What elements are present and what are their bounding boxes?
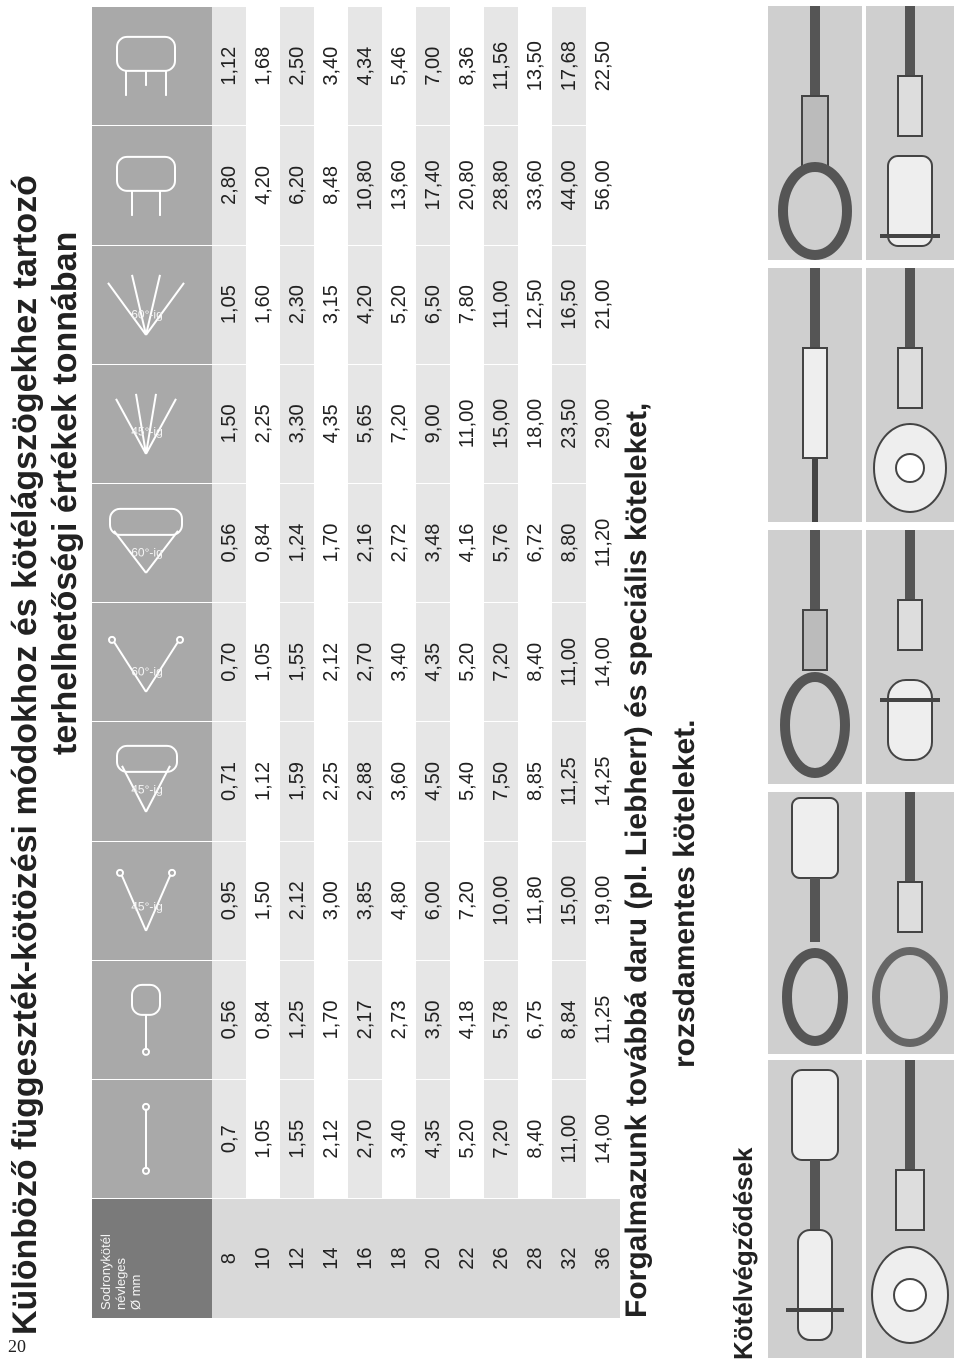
shackle-illustration — [866, 530, 954, 784]
capacity-cell: 1,05 — [212, 245, 246, 364]
capacity-cell: 1,05 — [246, 1080, 280, 1199]
capacity-cell: 4,20 — [348, 245, 382, 364]
capacity-cell: 20,80 — [450, 126, 484, 245]
title-line-1: Különböző függeszték-kötözési módokhoz és kötélágszögekhez tartozó — [6, 175, 44, 1335]
table-row — [348, 7, 382, 1319]
capacity-cell: 11,00 — [484, 245, 518, 364]
capacity-cell: 14,00 — [586, 603, 620, 722]
capacity-cell: 5,40 — [450, 722, 484, 841]
two-leg-60-icon: 60°-ig — [92, 603, 212, 722]
diameter-cell: 28 — [518, 1199, 552, 1318]
capacity-cell: 3,40 — [314, 7, 348, 126]
basket-hitch-icon — [92, 126, 212, 245]
capacity-cell: 1,55 — [280, 1080, 314, 1199]
page-number: 20 — [8, 1336, 26, 1356]
capacity-cell: 2,17 — [348, 960, 382, 1079]
capacity-cell: 3,48 — [416, 483, 450, 602]
capacity-cell: 2,12 — [314, 603, 348, 722]
thimble-ferrule-illustration — [768, 6, 862, 260]
capacity-cell: 8,84 — [552, 960, 586, 1079]
diameter-cell: 8 — [212, 1199, 246, 1318]
table-row — [212, 7, 246, 1319]
capacity-cell: 1,70 — [314, 960, 348, 1079]
capacity-cell: 4,35 — [416, 1080, 450, 1199]
diameter-cell: 22 — [450, 1199, 484, 1318]
capacity-cell: 3,50 — [416, 960, 450, 1079]
table-header-row — [92, 7, 212, 1319]
capacity-cell: 8,48 — [314, 126, 348, 245]
choke-hitch-icon — [92, 960, 212, 1079]
capacity-cell: 1,60 — [246, 245, 280, 364]
capacity-cell: 1,68 — [246, 7, 280, 126]
capacity-cell: 1,50 — [246, 841, 280, 960]
products-line-2: rozsdamentes köteleket. — [668, 719, 701, 1068]
two-leg-choke-60-icon: 60°-ig — [92, 483, 212, 602]
capacity-cell: 5,20 — [450, 603, 484, 722]
capacity-cell: 29,00 — [586, 364, 620, 483]
capacity-cell: 1,55 — [280, 603, 314, 722]
capacity-cell: 4,35 — [416, 603, 450, 722]
capacity-cell: 4,18 — [450, 960, 484, 1079]
capacity-cell: 2,30 — [280, 245, 314, 364]
capacity-cell: 4,35 — [314, 364, 348, 483]
capacity-cell: 1,24 — [280, 483, 314, 602]
capacity-cell: 8,40 — [518, 603, 552, 722]
thimble-illustration — [866, 792, 954, 1054]
capacity-cell: 14,00 — [586, 1080, 620, 1199]
capacity-cell: 16,50 — [552, 245, 586, 364]
diameter-cell: 16 — [348, 1199, 382, 1318]
diameter-header: Sodronykötél névleges Ø mm — [92, 1199, 212, 1318]
table-row — [450, 7, 484, 1319]
capacity-cell: 18,00 — [518, 364, 552, 483]
load-capacity-table — [92, 6, 614, 1318]
capacity-cell: 17,40 — [416, 126, 450, 245]
capacity-cell: 13,60 — [382, 126, 416, 245]
table-row — [484, 7, 518, 1319]
flemish-eye-illustration — [768, 792, 862, 1054]
capacity-cell: 8,40 — [518, 1080, 552, 1199]
capacity-cell: 2,12 — [314, 1080, 348, 1199]
capacity-cell: 19,00 — [586, 841, 620, 960]
capacity-cell: 1,50 — [212, 364, 246, 483]
capacity-cell: 2,80 — [212, 126, 246, 245]
table-row — [382, 7, 416, 1319]
capacity-cell: 14,25 — [586, 722, 620, 841]
capacity-cell: 5,46 — [382, 7, 416, 126]
capacity-cell: 11,20 — [586, 483, 620, 602]
ferrule-loop-illustration — [768, 530, 862, 784]
capacity-cell: 3,60 — [382, 722, 416, 841]
capacity-cell: 1,25 — [280, 960, 314, 1079]
diameter-cell: 12 — [280, 1199, 314, 1318]
capacity-cell: 11,00 — [552, 603, 586, 722]
capacity-cell: 1,59 — [280, 722, 314, 841]
capacity-cell: 1,70 — [314, 483, 348, 602]
capacity-cell: 4,80 — [382, 841, 416, 960]
two-leg-choke-45-icon: 45°-ig — [92, 722, 212, 841]
table-row — [518, 7, 552, 1319]
capacity-cell: 0,84 — [246, 960, 280, 1079]
table-row — [314, 7, 348, 1319]
capacity-cell: 2,70 — [348, 1080, 382, 1199]
four-leg-60-icon: 60°-ig — [92, 245, 212, 364]
capacity-cell: 6,75 — [518, 960, 552, 1079]
capacity-cell: 28,80 — [484, 126, 518, 245]
capacity-cell: 7,50 — [484, 722, 518, 841]
capacity-cell: 4,16 — [450, 483, 484, 602]
capacity-cell: 15,00 — [484, 364, 518, 483]
table-row — [280, 7, 314, 1319]
capacity-cell: 21,00 — [586, 245, 620, 364]
capacity-cell: 5,20 — [450, 1080, 484, 1199]
capacity-cell: 2,72 — [382, 483, 416, 602]
capacity-cell: 7,20 — [382, 364, 416, 483]
two-leg-45-icon: 45°-ig — [92, 841, 212, 960]
capacity-cell: 23,50 — [552, 364, 586, 483]
diameter-cell: 10 — [246, 1199, 280, 1318]
capacity-cell: 0,56 — [212, 483, 246, 602]
capacity-cell: 6,50 — [416, 245, 450, 364]
capacity-cell: 1,12 — [246, 722, 280, 841]
capacity-cell: 7,80 — [450, 245, 484, 364]
capacity-cell: 6,20 — [280, 126, 314, 245]
capacity-cell: 8,36 — [450, 7, 484, 126]
capacity-cell: 4,20 — [246, 126, 280, 245]
capacity-cell: 4,50 — [416, 722, 450, 841]
swaged-terminal-illustration — [768, 268, 862, 522]
capacity-cell: 6,72 — [518, 483, 552, 602]
diameter-cell: 14 — [314, 1199, 348, 1318]
diameter-cell: 20 — [416, 1199, 450, 1318]
capacity-cell: 13,50 — [518, 7, 552, 126]
capacity-cell: 0,71 — [212, 722, 246, 841]
table-row — [416, 7, 450, 1319]
capacity-cell: 2,50 — [280, 7, 314, 126]
diameter-cell: 18 — [382, 1199, 416, 1318]
capacity-cell: 3,15 — [314, 245, 348, 364]
capacity-cell: 44,00 — [552, 126, 586, 245]
capacity-cell: 7,00 — [416, 7, 450, 126]
open-socket-illustration — [866, 6, 954, 260]
single-leg-icon — [92, 1080, 212, 1199]
clevis-illustration — [768, 1060, 862, 1358]
capacity-cell: 2,25 — [314, 722, 348, 841]
capacity-cell: 11,25 — [586, 960, 620, 1079]
capacity-cell: 2,70 — [348, 603, 382, 722]
capacity-cell: 7,20 — [484, 1080, 518, 1199]
capacity-cell: 10,00 — [484, 841, 518, 960]
double-basket-icon — [92, 7, 212, 126]
capacity-cell: 5,20 — [382, 245, 416, 364]
four-leg-45-icon: 45°-ig — [92, 364, 212, 483]
capacity-cell: 11,80 — [518, 841, 552, 960]
capacity-cell: 7,20 — [484, 603, 518, 722]
capacity-cell: 33,60 — [518, 126, 552, 245]
capacity-cell: 3,40 — [382, 603, 416, 722]
capacity-cell: 15,00 — [552, 841, 586, 960]
capacity-cell: 1,12 — [212, 7, 246, 126]
capacity-cell: 11,00 — [450, 364, 484, 483]
capacity-cell: 0,84 — [246, 483, 280, 602]
capacity-cell: 3,00 — [314, 841, 348, 960]
capacity-cell: 8,85 — [518, 722, 552, 841]
capacity-cell: 0,56 — [212, 960, 246, 1079]
capacity-cell: 3,40 — [382, 1080, 416, 1199]
eye-socket-illustration — [866, 1060, 954, 1358]
capacity-cell: 0,95 — [212, 841, 246, 960]
capacity-cell: 56,00 — [586, 126, 620, 245]
capacity-cell: 11,25 — [552, 722, 586, 841]
capacity-cell: 4,34 — [348, 7, 382, 126]
capacity-cell: 11,00 — [552, 1080, 586, 1199]
capacity-cell: 6,00 — [416, 841, 450, 960]
table-row — [246, 7, 280, 1319]
capacity-cell: 5,76 — [484, 483, 518, 602]
capacity-cell: 22,50 — [586, 7, 620, 126]
capacity-cell: 3,30 — [280, 364, 314, 483]
closed-socket-illustration — [866, 268, 954, 522]
capacity-cell: 9,00 — [416, 364, 450, 483]
capacity-cell: 8,80 — [552, 483, 586, 602]
capacity-cell: 11,56 — [484, 7, 518, 126]
capacity-cell: 10,80 — [348, 126, 382, 245]
capacity-cell: 5,65 — [348, 364, 382, 483]
capacity-cell: 2,12 — [280, 841, 314, 960]
products-line-1: Forgalmazunk továbbá daru (pl. Liebherr) és speciális köteleket, — [620, 402, 653, 1318]
capacity-cell: 3,85 — [348, 841, 382, 960]
capacity-cell: 17,68 — [552, 7, 586, 126]
capacity-cell: 2,25 — [246, 364, 280, 483]
capacity-cell: 12,50 — [518, 245, 552, 364]
diameter-cell: 26 — [484, 1199, 518, 1318]
capacity-cell: 2,73 — [382, 960, 416, 1079]
capacity-cell: 2,16 — [348, 483, 382, 602]
capacity-cell: 1,05 — [246, 603, 280, 722]
capacity-cell: 0,7 — [212, 1080, 246, 1199]
capacity-cell: 7,20 — [450, 841, 484, 960]
diameter-cell: 32 — [552, 1199, 586, 1318]
title-line-2: terhelhetőségi értékek tonnában — [46, 231, 84, 755]
diameter-cell: 36 — [586, 1199, 620, 1318]
capacity-cell: 5,78 — [484, 960, 518, 1079]
end-fittings-heading: Kötélvégződések — [728, 1147, 758, 1360]
capacity-cell: 0,70 — [212, 603, 246, 722]
table-row — [552, 7, 586, 1319]
capacity-cell: 2,88 — [348, 722, 382, 841]
table-row — [586, 7, 620, 1319]
